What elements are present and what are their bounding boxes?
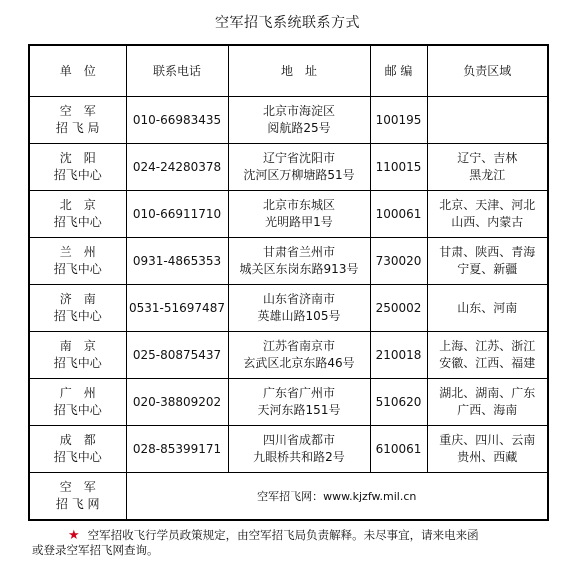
unit-cell: [29, 191, 126, 238]
postcode-cell: 100195: [370, 97, 427, 144]
region-line-1: 甘肃、陕西、青海: [439, 245, 536, 259]
region-line-2: 贵州、西藏: [457, 450, 518, 464]
header-address: 地 址: [228, 45, 370, 97]
footnote: [32, 528, 532, 558]
postcode-cell: 250002: [370, 285, 427, 332]
unit-cell: [29, 238, 126, 285]
region-cell: [427, 426, 548, 473]
unit-line-2: 招飞中心: [53, 215, 102, 229]
website-row: [29, 473, 548, 521]
footnote-line-2: 或登录空军招飞网查询。: [32, 543, 159, 557]
address-cell: [228, 379, 370, 426]
region-line-1: 辽宁、吉林: [457, 151, 518, 165]
website-link[interactable]: 空军招飞网：www.kjzfw.mil.cn: [126, 473, 548, 521]
unit-line-2: 招飞中心: [53, 168, 102, 182]
postcode-cell: 210018: [370, 332, 427, 379]
address-line-2: 阅航路25号: [267, 121, 331, 135]
region-line-1: 北京、天津、河北: [439, 198, 536, 212]
region-line-1: 山东、河南: [457, 300, 518, 315]
unit-line-2: 招 飞 网: [55, 497, 100, 511]
unit-line-2: 招飞中心: [53, 403, 102, 417]
page-title: 空军招飞系统联系方式: [215, 15, 360, 31]
unit-line-1: 广 州: [59, 386, 96, 400]
address-line-2: 光明路甲1号: [265, 215, 333, 229]
region-cell: [427, 238, 548, 285]
phone-cell: 020-38809202: [126, 379, 228, 426]
address-cell: [228, 144, 370, 191]
phone-cell: 010-66911710: [126, 191, 228, 238]
table-row: [29, 379, 548, 426]
region-cell: [427, 332, 548, 379]
unit-line-1: 成 都: [59, 433, 96, 447]
address-line-1: 江苏省南京市: [262, 339, 335, 353]
unit-line-1: 沈 阳: [59, 151, 96, 165]
contact-table: [28, 44, 549, 521]
address-line-2: 城关区东岗东路913号: [239, 262, 359, 276]
address-cell: [228, 285, 370, 332]
phone-cell: 025-80875437: [126, 332, 228, 379]
table-row: [29, 144, 548, 191]
table-row: [29, 426, 548, 473]
postcode-cell: 610061: [370, 426, 427, 473]
header-postcode: 邮 编: [370, 45, 427, 97]
address-line-1: 广东省广州市: [262, 386, 335, 400]
header-region: 负责区域: [427, 45, 548, 97]
address-cell: [228, 238, 370, 285]
table-row: [29, 97, 548, 144]
address-line-1: 山东省济南市: [262, 292, 335, 306]
postcode-cell: 510620: [370, 379, 427, 426]
unit-line-2: 招 飞 局: [55, 121, 100, 135]
address-line-2: 九眼桥共和路2号: [253, 450, 345, 464]
phone-cell: 0931-4865353: [126, 238, 228, 285]
unit-line-1: 济 南: [59, 292, 96, 306]
unit-line-2: 招飞中心: [53, 356, 102, 370]
phone-cell: 0531-51697487: [126, 285, 228, 332]
unit-line-2: 招飞中心: [53, 262, 102, 276]
region-line-2: 黑龙江: [469, 168, 506, 182]
region-cell: [427, 97, 548, 144]
region-cell: [427, 144, 548, 191]
phone-cell: 010-66983435: [126, 97, 228, 144]
postcode-cell: 110015: [370, 144, 427, 191]
address-cell: [228, 332, 370, 379]
unit-line-2: 招飞中心: [53, 450, 102, 464]
address-cell: [228, 426, 370, 473]
table-header-row: [29, 45, 548, 97]
unit-cell: [29, 144, 126, 191]
region-line-2: 宁夏、新疆: [457, 262, 518, 276]
address-line-2: 英雄山路105号: [257, 309, 341, 323]
region-line-1: 湖北、湖南、广东: [439, 386, 536, 400]
unit-cell: [29, 285, 126, 332]
region-line-2: 山西、内蒙古: [451, 215, 524, 229]
unit-line-1: 空 军: [59, 104, 96, 118]
region-cell: [427, 191, 548, 238]
address-cell: [228, 191, 370, 238]
address-cell: [228, 97, 370, 144]
region-cell: [427, 285, 548, 332]
address-line-2: 沈河区万柳塘路51号: [243, 168, 355, 182]
phone-cell: 024-24280378: [126, 144, 228, 191]
header-unit: 单 位: [29, 45, 126, 97]
table-row: [29, 191, 548, 238]
region-line-2: 安徽、江西、福建: [439, 356, 536, 370]
address-line-1: 北京市海淀区: [262, 104, 335, 118]
unit-line-2: 招飞中心: [53, 309, 102, 323]
unit-line-1: 北 京: [59, 198, 96, 212]
address-line-1: 辽宁省沈阳市: [262, 151, 335, 165]
region-line-2: 广西、海南: [457, 403, 518, 417]
address-line-1: 四川省成都市: [262, 433, 335, 447]
address-line-1: 北京市东城区: [262, 198, 335, 212]
address-line-1: 甘肃省兰州市: [262, 245, 335, 259]
unit-line-1: 南 京: [59, 339, 96, 353]
region-cell: [427, 379, 548, 426]
star-icon: ★: [68, 528, 80, 543]
postcode-cell: 100061: [370, 191, 427, 238]
table-row: [29, 238, 548, 285]
region-line-1: 重庆、四川、云南: [439, 433, 536, 447]
header-phone: 联系电话: [126, 45, 228, 97]
table-row: [29, 332, 548, 379]
unit-line-1: 空 军: [59, 480, 96, 494]
address-line-2: 天河东路151号: [257, 403, 341, 417]
unit-cell: [29, 379, 126, 426]
unit-cell: [29, 426, 126, 473]
table-row: [29, 285, 548, 332]
footnote-text-1: 空军招收飞行学员政策规定，由空军招飞局负责解释。未尽事宜，请来电来函: [87, 528, 479, 542]
region-line-1: 上海、江苏、浙江: [439, 339, 536, 353]
unit-cell: [29, 97, 126, 144]
unit-line-1: 兰 州: [59, 245, 96, 259]
phone-cell: 028-85399171: [126, 426, 228, 473]
unit-cell: [29, 332, 126, 379]
postcode-cell: 730020: [370, 238, 427, 285]
footnote-line-1: [32, 528, 532, 543]
unit-cell: [29, 473, 126, 521]
address-line-2: 玄武区北京东路46号: [243, 356, 355, 370]
